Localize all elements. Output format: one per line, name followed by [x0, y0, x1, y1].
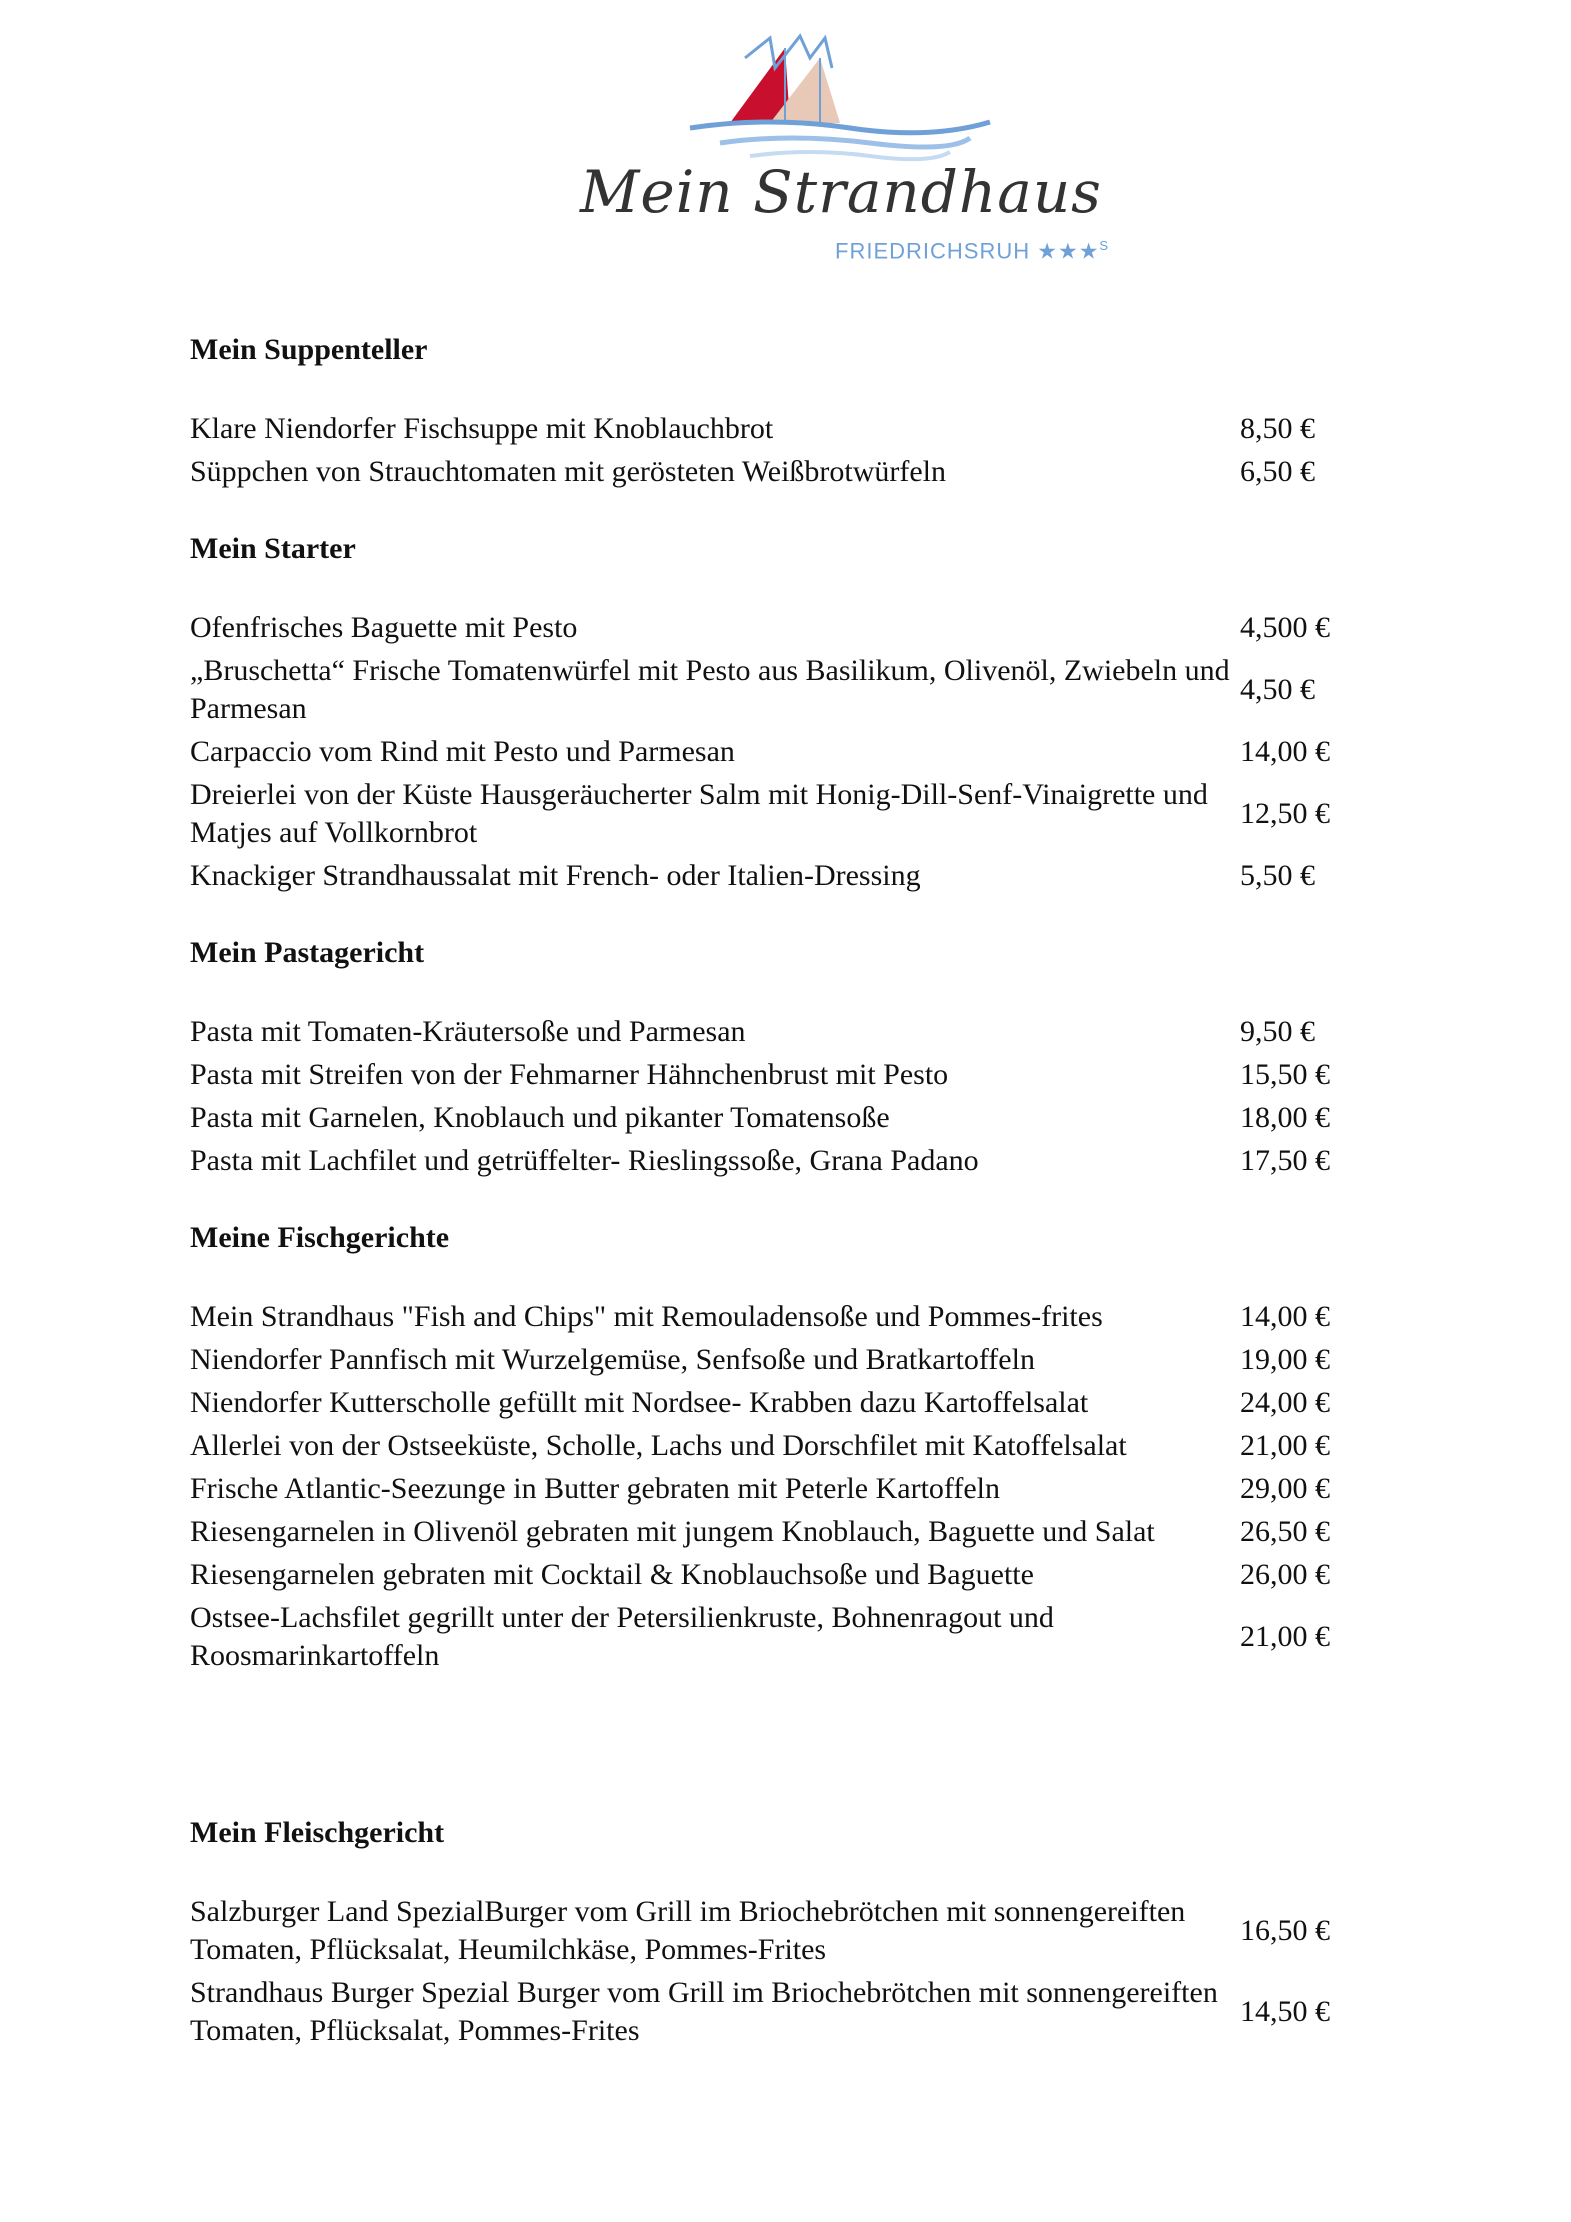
section-title: Mein Suppenteller — [190, 333, 428, 366]
item-name: Klare Niendorfer Fischsuppe mit Knoblauchbrot — [190, 412, 774, 445]
menu-item — [190, 652, 1350, 728]
item-price: 9,50 € — [1240, 1015, 1315, 1048]
menu-item — [190, 609, 1350, 647]
item-name: Strandhaus Burger Spezial Burger vom Grill im Briochebrötchen mit sonnengereiften Tomaten, Pflücksalat, Pommes-Frites — [190, 1976, 1218, 2047]
sailboat-logo-icon — [570, 28, 1090, 168]
brand-location-text: FRIEDRICHSRUH — [835, 238, 1031, 264]
item-price: 14,50 € — [1240, 1995, 1330, 2028]
item-price: 4,500 € — [1240, 611, 1330, 644]
item-name: Salzburger Land SpezialBurger vom Grill im Briochebrötchen mit sonnengereiften Tomaten, Pflücksalat, Heumilchkäse, Pommes-Frites — [190, 1895, 1186, 1966]
menu-item — [190, 1427, 1350, 1465]
item-name: Süppchen von Strauchtomaten mit gerösteten Weißbrotwürfeln — [190, 455, 947, 488]
item-name: Mein Strandhaus "Fish and Chips" mit Remouladensoße und Pommes-frites — [190, 1300, 1103, 1333]
menu-item — [190, 1513, 1350, 1551]
brand-stars: ★★★ — [1037, 238, 1100, 264]
section-title: Mein Fleischgericht — [190, 1816, 445, 1849]
item-price: 16,50 € — [1240, 1914, 1330, 1947]
section-suppenteller — [190, 330, 1350, 491]
menu-item — [190, 1556, 1350, 1594]
section-starter — [190, 529, 1350, 895]
brand-location — [835, 238, 1109, 264]
item-name: Pasta mit Streifen von der Fehmarner Hähnchenbrust mit Pesto — [190, 1058, 949, 1091]
menu-item — [190, 1599, 1350, 1675]
menu-item — [190, 1384, 1350, 1422]
section-title: Mein Pastagericht — [190, 936, 425, 969]
item-name: Ostsee-Lachsfilet gegrillt unter der Petersilienkruste, Bohnenragout und Roosmarinkartoffeln — [190, 1601, 1054, 1672]
item-price: 12,50 € — [1240, 797, 1330, 830]
item-name: „Bruschetta“ Frische Tomatenwürfel mit Pesto aus Basilikum, Olivenöl, Zwiebeln und Parmesan — [190, 654, 1230, 725]
item-name: Knackiger Strandhaussalat mit French- oder Italien-Dressing — [190, 859, 921, 892]
item-name: Carpaccio vom Rind mit Pesto und Parmesan — [190, 735, 735, 768]
item-price: 4,50 € — [1240, 673, 1315, 706]
item-name: Dreierlei von der Küste Hausgeräucherter Salm mit Honig-Dill-Senf-Vinaigrette und Matjes auf Vollkornbrot — [190, 778, 1208, 849]
item-name: Niendorfer Kutterscholle gefüllt mit Nordsee- Krabben dazu Kartoffelsalat — [190, 1386, 1089, 1419]
menu-item — [190, 857, 1350, 895]
menu-item — [190, 453, 1350, 491]
item-price: 18,00 € — [1240, 1101, 1330, 1134]
menu-item — [190, 1298, 1350, 1336]
menu-item — [190, 733, 1350, 771]
menu-item — [190, 1142, 1350, 1180]
menu-item — [190, 1893, 1350, 1969]
section-pastagericht — [190, 933, 1350, 1180]
item-price: 6,50 € — [1240, 455, 1315, 488]
item-price: 21,00 € — [1240, 1429, 1330, 1462]
section-spacer — [190, 1713, 1350, 1813]
section-fleischgericht — [190, 1813, 1350, 2050]
item-price: 29,00 € — [1240, 1472, 1330, 1505]
item-price: 26,50 € — [1240, 1515, 1330, 1548]
item-name: Allerlei von der Ostseeküste, Scholle, Lachs und Dorschfilet mit Katoffelsalat — [190, 1429, 1127, 1462]
section-fischgerichte — [190, 1218, 1350, 1675]
brand-star-suffix: S — [1099, 238, 1110, 253]
item-price: 26,00 € — [1240, 1558, 1330, 1591]
menu-item — [190, 1974, 1350, 2050]
section-title: Mein Starter — [190, 532, 356, 565]
menu-item — [190, 1470, 1350, 1508]
item-price: 5,50 € — [1240, 859, 1315, 892]
item-price: 14,00 € — [1240, 735, 1330, 768]
item-price: 15,50 € — [1240, 1058, 1330, 1091]
menu-item — [190, 1013, 1350, 1051]
item-price: 19,00 € — [1240, 1343, 1330, 1376]
section-title: Meine Fischgerichte — [190, 1221, 450, 1254]
item-name: Niendorfer Pannfisch mit Wurzelgemüse, Senfsoße und Bratkartoffeln — [190, 1343, 1035, 1376]
menu-item — [190, 1341, 1350, 1379]
item-price: 14,00 € — [1240, 1300, 1330, 1333]
item-price: 17,50 € — [1240, 1144, 1330, 1177]
menu-item — [190, 1099, 1350, 1137]
item-name: Pasta mit Garnelen, Knoblauch und pikanter Tomatensoße — [190, 1101, 890, 1134]
item-price: 24,00 € — [1240, 1386, 1330, 1419]
item-name: Riesengarnelen in Olivenöl gebraten mit jungem Knoblauch, Baguette und Salat — [190, 1515, 1155, 1548]
item-name: Pasta mit Lachfilet und getrüffelter- Rieslingssoße, Grana Padano — [190, 1144, 979, 1177]
brand-name: Mein Strandhaus — [580, 158, 1102, 226]
menu-item — [190, 776, 1350, 852]
menu-item — [190, 410, 1350, 448]
brand-logo — [570, 28, 1110, 278]
item-name: Frische Atlantic-Seezunge in Butter gebraten mit Peterle Kartoffeln — [190, 1472, 1001, 1505]
menu — [190, 330, 1350, 2088]
item-price: 21,00 € — [1240, 1620, 1330, 1653]
item-price: 8,50 € — [1240, 412, 1315, 445]
item-name: Pasta mit Tomaten-Kräutersoße und Parmesan — [190, 1015, 746, 1048]
item-name: Riesengarnelen gebraten mit Cocktail & Knoblauchsoße und Baguette — [190, 1558, 1034, 1591]
item-name: Ofenfrisches Baguette mit Pesto — [190, 611, 578, 644]
menu-item — [190, 1056, 1350, 1094]
